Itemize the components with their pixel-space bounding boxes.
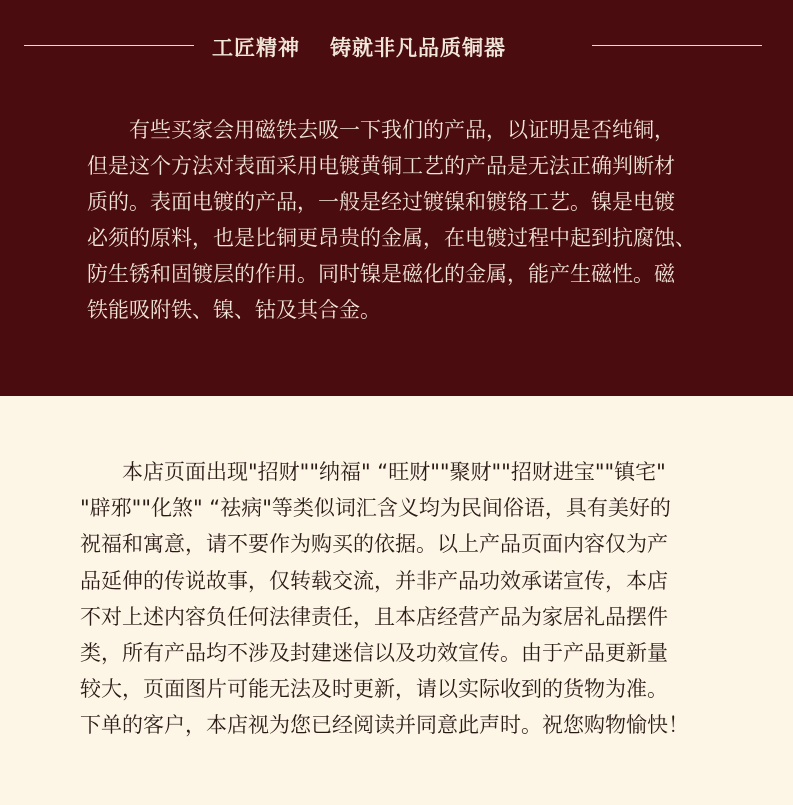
copper-magnet-paragraph [87, 112, 727, 328]
paragraph-line: 下单的客户，本店视为您已经阅读并同意此声时。祝您购物愉快！ [80, 713, 689, 738]
bottom-section [0, 396, 793, 805]
section-header [0, 28, 793, 64]
paragraph-line: 质的。表面电镀的产品，一般是经过镀镍和镀铬工艺。镍是电镀 [87, 190, 675, 214]
paragraph-line: 防生锈和固镀层的作用。同时镍是磁化的金属，能产生磁性。磁 [87, 262, 675, 286]
paragraph-line: 不对上述内容负任何法律责任，且本店经营产品为家居礼品摆件 [80, 604, 668, 629]
paragraph-line: 铁能吸附铁、镍、钴及其合金。 [87, 298, 381, 322]
paragraph-line: 祝福和寓意，请不要作为购买的依据。以上产品页面内容仅为产 [80, 532, 668, 557]
paragraph-line: 类，所有产品均不涉及封建迷信以及功效宣传。由于产品更新量 [80, 641, 668, 666]
header-title-right: 铸就非凡品质铜器 [330, 36, 506, 60]
paragraph-line: 品延伸的传说故事，仅转载交流，并非产品功效承诺宣传，本店 [80, 568, 668, 593]
paragraph-line: 有些买家会用磁铁去吸一下我们的产品，以证明是否纯铜， [129, 118, 675, 142]
disclaimer-paragraph [80, 454, 740, 744]
header-divider-right [592, 45, 762, 46]
header-title [212, 32, 506, 62]
paragraph-line: "辟邪""化煞" “祛病"等类似词汇含义均为民间俗语，具有美好的 [80, 496, 671, 521]
paragraph-line: 必须的原料，也是比铜更昂贵的金属，在电镀过程中起到抗腐蚀、 [87, 226, 696, 250]
paragraph-line: 但是这个方法对表面采用电镀黄铜工艺的产品是无法正确判断材 [87, 154, 675, 178]
paragraph-line: 本店页面出现"招财""纳福" “旺财""聚财""招财进宝""镇宅" [122, 460, 666, 484]
paragraph-line: 较大，页面图片可能无法及时更新，请以实际收到的货物为准。 [80, 677, 668, 702]
header-divider-left [24, 45, 194, 46]
top-section [0, 0, 793, 396]
header-title-left: 工匠精神 [212, 36, 300, 60]
